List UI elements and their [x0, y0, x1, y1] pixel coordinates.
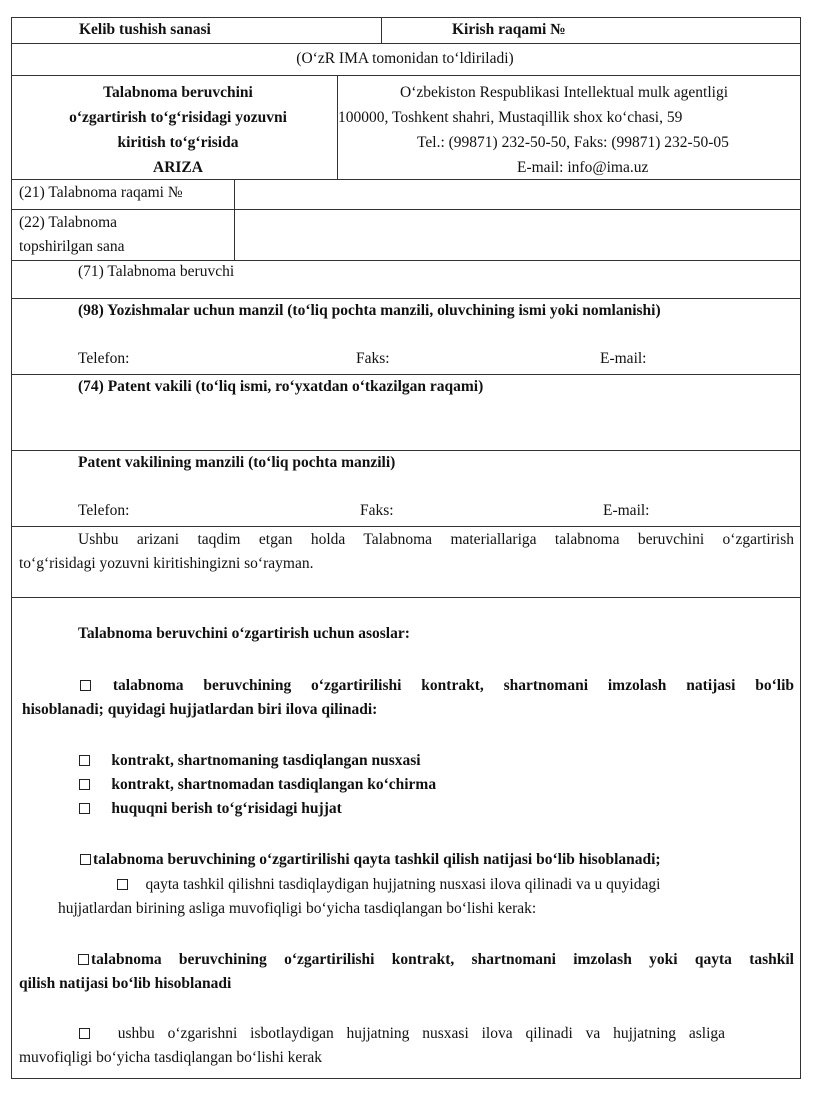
form-title-ariza: ARIZA — [153, 159, 203, 176]
document-option[interactable] — [117, 873, 660, 897]
divider — [12, 526, 800, 527]
document-option-text: kontrakt, shartnomadan tasdiqlangan ko‘chirma — [111, 776, 437, 793]
received-date-label: Kelib tushish sanasi — [79, 21, 211, 38]
checkbox[interactable] — [80, 680, 91, 691]
application-date-label: (22) Talabnoma — [19, 214, 118, 231]
checkbox[interactable] — [79, 803, 90, 814]
checkbox[interactable] — [78, 954, 89, 965]
divider — [12, 374, 800, 375]
document-option-text: kontrakt, shartnomaning tasdiqlangan nusxasi — [111, 752, 421, 769]
email-label: E-mail: — [600, 350, 647, 367]
divider — [234, 179, 235, 260]
divider — [12, 298, 800, 299]
grounds-title: Talabnoma beruvchini o‘zgartirish uchun asoslar: — [78, 625, 410, 642]
document-option-text: huquqni berish to‘g‘risidagi hujjat — [111, 800, 342, 817]
document-option-text: qayta tashkil qilishni tasdiqlaydigan hujjatning nusxasi ilova qilinadi va u quyidagi — [145, 876, 661, 893]
ground-option-text: hisoblanadi; quyidagi hujjatlardan biri ilova qilinadi: — [22, 701, 378, 718]
agency-name: O‘zbekiston Respublikasi Intellektual mulk agentligi — [400, 84, 729, 101]
request-text: to‘g‘risidagi yozuvni kiritishingizni so‘rayman. — [19, 555, 314, 572]
agency-phone-fax: Tel.: (99871) 232-50-50, Faks: (99871) 232-50-05 — [417, 134, 729, 151]
phone-label: Telefon: — [78, 350, 130, 367]
fax-label: Faks: — [356, 350, 390, 367]
agency-address: 100000, Toshkent shahri, Mustaqillik shox ko‘chasi, 59 — [338, 109, 683, 126]
checkbox[interactable] — [79, 779, 90, 790]
ground-option-text: talabnoma beruvchining o‘zgartirilishi qayta tashkil qilish natijasi bo‘lib hisoblanadi; — [93, 851, 661, 868]
application-number-label: (21) Talabnoma raqami № — [19, 184, 183, 201]
ground-option-contract-or-reorganization[interactable] — [78, 948, 794, 972]
document-option[interactable] — [79, 773, 436, 797]
divider — [12, 43, 800, 44]
document-option[interactable] — [79, 797, 342, 821]
divider — [12, 597, 800, 598]
ground-option-contract[interactable] — [80, 674, 794, 698]
fax-label: Faks: — [360, 502, 394, 519]
form-title-line: o‘zgartirish to‘g‘risidagi yozuvni — [69, 109, 287, 126]
form-title-line: Talabnoma beruvchini — [103, 84, 253, 101]
document-option-text: hujjatlardan birining asliga muvofiqligi bo‘yicha tasdiqlangan bo‘lishi kerak: — [58, 900, 537, 917]
correspondence-address-label: (98) Yozishmalar uchun manzil (to‘liq pochta manzili, oluvchining ismi yoki nomlanishi) — [78, 302, 661, 319]
divider — [12, 209, 800, 210]
application-date-label: topshirilgan sana — [19, 238, 125, 255]
request-text: Ushbu arizani taqdim etgan holda Talabnoma materiallariga talabnoma beruvchini o‘zgartirish — [78, 531, 794, 548]
ground-option-reorganization[interactable] — [80, 848, 661, 872]
form-title-line: kiritish to‘g‘risida — [117, 134, 239, 151]
applicant-label: (71) Talabnoma beruvchi — [78, 263, 235, 280]
divider — [12, 75, 800, 76]
attorney-address-label: Patent vakilining manzili (to‘liq pochta manzili) — [78, 454, 396, 471]
filled-by-note: (O‘zR IMA tomonidan to‘ldiriladi) — [296, 50, 514, 67]
entry-number-label: Kirish raqami № — [452, 21, 566, 38]
divider — [381, 18, 382, 43]
document-option[interactable] — [79, 749, 421, 773]
agency-email: E-mail: info@ima.uz — [517, 159, 649, 176]
document-option[interactable] — [79, 1022, 725, 1046]
patent-attorney-label: (74) Patent vakili (to‘liq ismi, ro‘yxatdan o‘tkazilgan raqami) — [78, 378, 484, 395]
checkbox[interactable] — [80, 854, 91, 865]
checkbox[interactable] — [79, 1028, 90, 1039]
divider — [12, 260, 800, 261]
email-label: E-mail: — [603, 502, 650, 519]
checkbox[interactable] — [117, 879, 128, 890]
application-form — [11, 17, 801, 1079]
ground-option-text: talabnoma beruvchining o‘zgartirilishi kontrakt, shartnomani imzolash yoki qayta tashkil — [91, 951, 794, 968]
document-option-text: ushbu o‘zgarishni isbotlaydigan hujjatning nusxasi ilova qilinadi va hujjatning asliga — [117, 1025, 726, 1042]
ground-option-text: qilish natijasi bo‘lib hisoblanadi — [19, 975, 232, 992]
phone-label: Telefon: — [78, 502, 130, 519]
document-option-text: muvofiqligi bo‘yicha tasdiqlangan bo‘lishi kerak — [19, 1049, 323, 1066]
divider — [12, 450, 800, 451]
ground-option-text: talabnoma beruvchining o‘zgartirilishi kontrakt, shartnomani imzolash natijasi bo‘lib — [112, 677, 794, 694]
checkbox[interactable] — [79, 755, 90, 766]
